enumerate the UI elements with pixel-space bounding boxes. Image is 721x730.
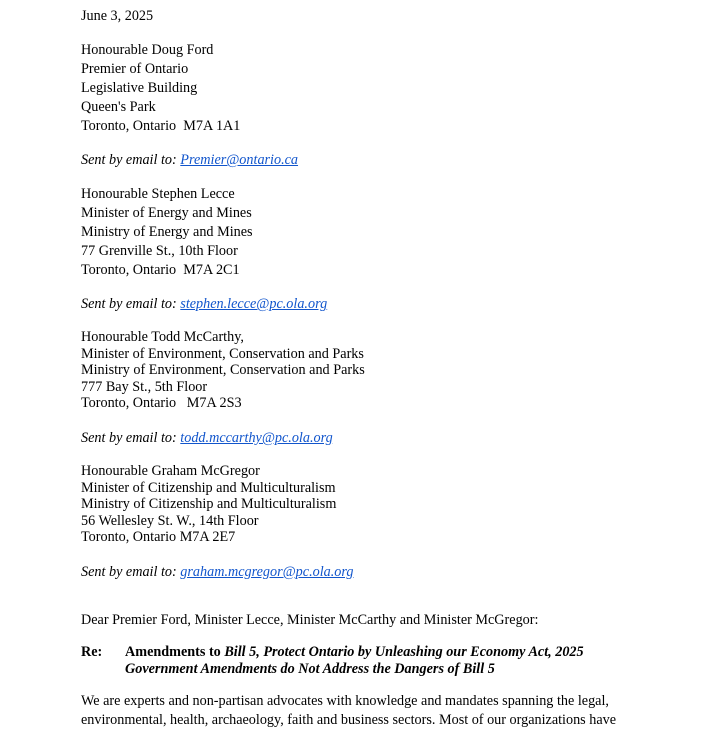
- address-line: Honourable Stephen Lecce: [81, 186, 235, 202]
- body-paragraph: [81, 692, 681, 730]
- address-line: Minister of Energy and Mines: [81, 205, 252, 221]
- sent-label: Sent by email to:: [81, 430, 177, 446]
- re-line-2: [125, 661, 584, 678]
- address-line: Ministry of Energy and Mines: [81, 224, 253, 240]
- address-line: Legislative Building: [81, 80, 198, 96]
- re-label: Re:: [81, 644, 103, 660]
- recipient-address-mcgregor: [81, 463, 336, 546]
- address-line: 56 Wellesley St. W., 14th Floor: [81, 512, 259, 529]
- address-line: Toronto, Ontario M7A 1A1: [81, 118, 241, 134]
- salutation: Dear Premier Ford, Minister Lecce, Minister McCarthy and Minister McGregor:: [81, 612, 539, 628]
- address-line: Honourable Graham McGregor: [81, 463, 260, 479]
- address-line: Queen's Park: [81, 99, 156, 115]
- re-line-1-prefix: Amendments to: [125, 644, 225, 660]
- body-line: environmental, health, archaeology, faith and business sectors. Most of our organizations have: [81, 712, 617, 728]
- address-line: Ministry of Citizenship and Multiculturalism: [81, 496, 337, 513]
- address-line: Toronto, Ontario M7A 2E7: [81, 529, 236, 546]
- address-line: Premier of Ontario: [81, 61, 189, 77]
- sent-label: Sent by email to:: [81, 564, 177, 580]
- address-line: Toronto, Ontario M7A 2C1: [81, 262, 240, 278]
- address-line: 77 Grenville St., 10th Floor: [81, 243, 238, 259]
- recipient-address-mccarthy: [81, 329, 365, 412]
- email-link-premier[interactable]: Premier@ontario.ca: [180, 152, 299, 168]
- address-line: Honourable Todd McCarthy,: [81, 329, 244, 345]
- address-line: Honourable Doug Ford: [81, 42, 214, 58]
- email-link-mcgregor[interactable]: graham.mcgregor@pc.ola.org: [180, 564, 354, 580]
- email-link-lecce[interactable]: stephen.lecce@pc.ola.org: [180, 296, 328, 312]
- body-line: We are experts and non-partisan advocates with knowledge and mandates spanning the legal,: [81, 693, 609, 709]
- sent-by-email-premier: [81, 151, 298, 170]
- recipient-address-premier: [81, 41, 240, 136]
- re-line-1-bill-title: Bill 5, Protect Ontario by Unleashing our Economy Act, 2025: [224, 644, 584, 660]
- sent-label: Sent by email to:: [81, 296, 177, 312]
- address-line: 777 Bay St., 5th Floor: [81, 378, 208, 395]
- recipient-address-lecce: [81, 185, 253, 280]
- sent-by-email-lecce: [81, 295, 327, 314]
- re-line-1: [125, 644, 584, 661]
- sent-by-email-mccarthy: [81, 429, 333, 448]
- sent-by-email-mcgregor: [81, 563, 353, 582]
- address-line: Minister of Citizenship and Multiculturalism: [81, 479, 336, 496]
- letter-date: June 3, 2025: [81, 8, 154, 24]
- email-link-mccarthy[interactable]: todd.mccarthy@pc.ola.org: [180, 430, 333, 446]
- sent-label: Sent by email to:: [81, 152, 177, 168]
- address-line: Ministry of Environment, Conservation and Parks: [81, 362, 365, 379]
- re-line-2-text: Government Amendments do Not Address the Dangers of Bill 5: [125, 660, 495, 677]
- re-text: [125, 644, 584, 677]
- address-line: Toronto, Ontario M7A 2S3: [81, 395, 242, 412]
- address-line: Minister of Environment, Conservation and Parks: [81, 345, 364, 362]
